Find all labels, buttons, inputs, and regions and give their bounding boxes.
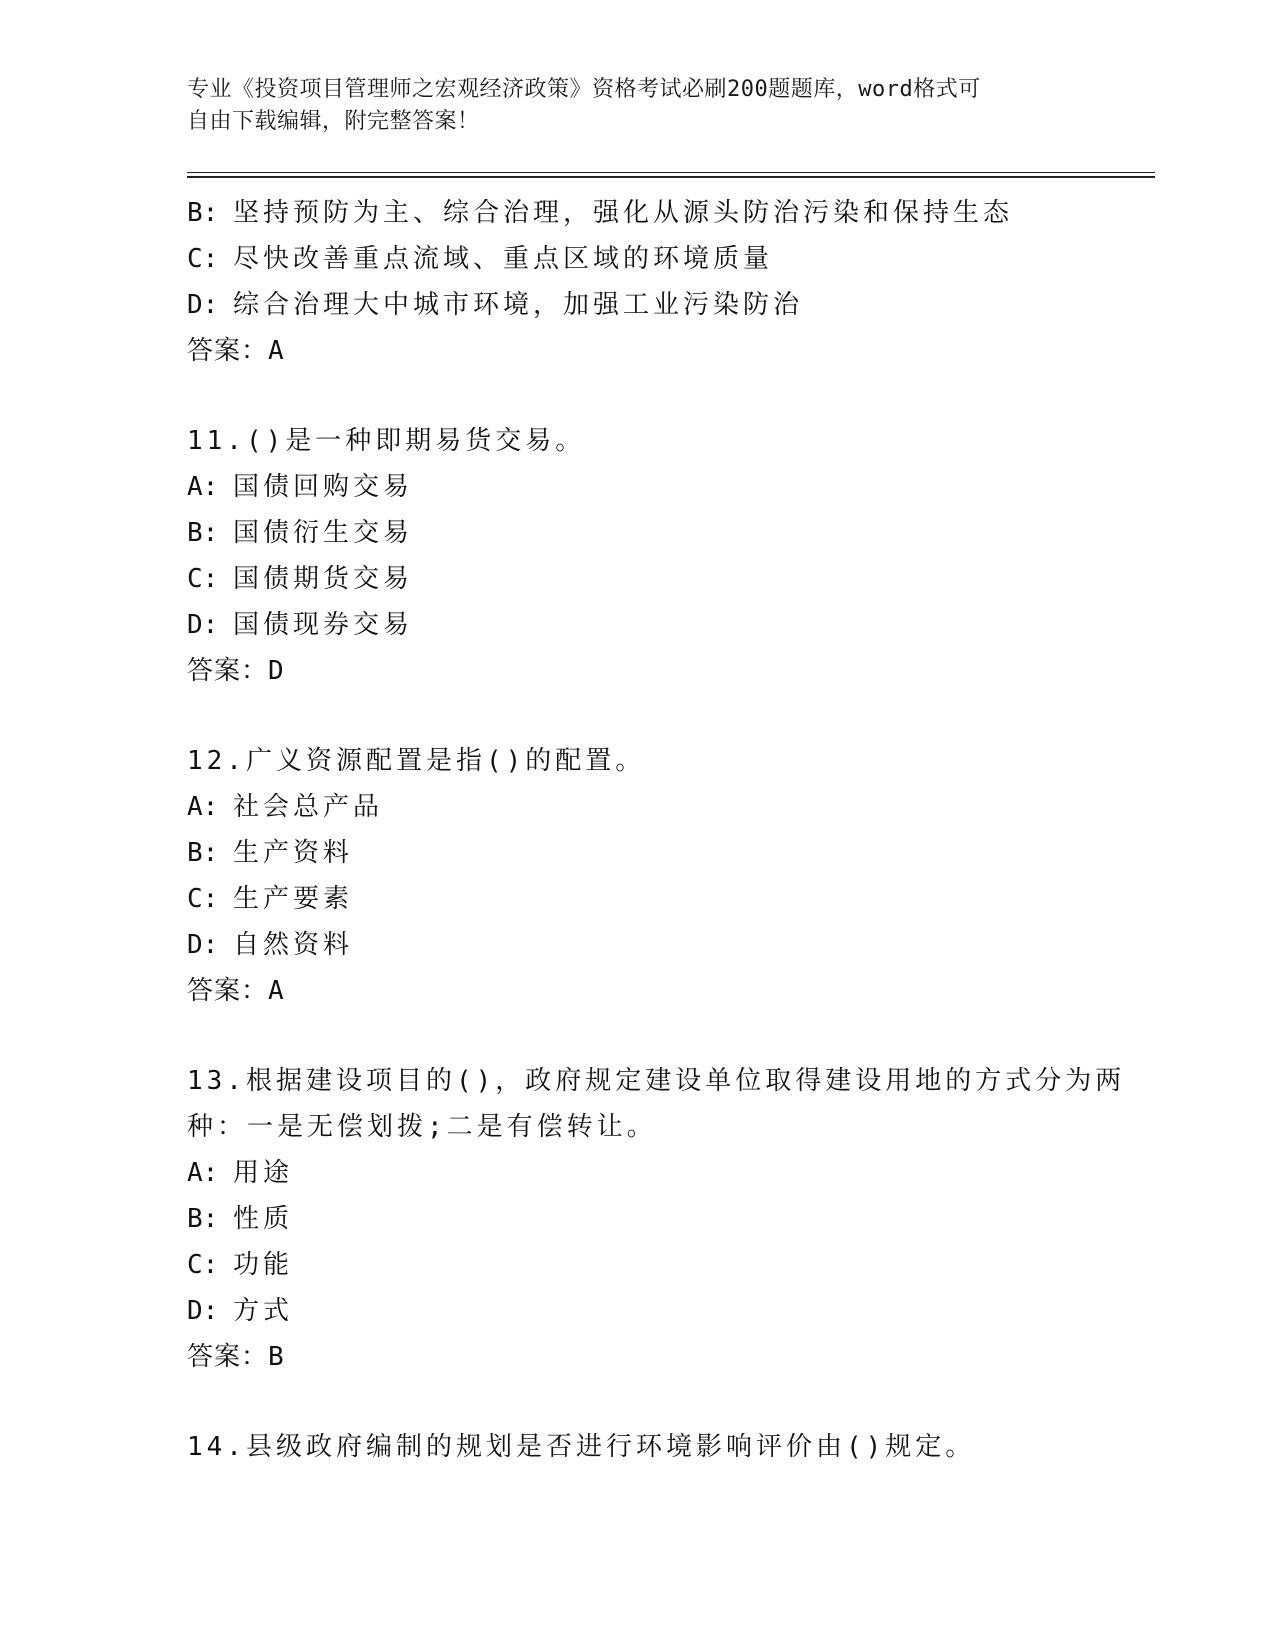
option-d xyxy=(187,922,1087,968)
option-text: 国债衍生交易 xyxy=(233,518,414,548)
answer-label: 答案： xyxy=(187,336,269,366)
answer-line xyxy=(187,328,1087,374)
option-c xyxy=(187,1242,1087,1288)
header-line-2: 自由下载编辑，附完整答案！ xyxy=(187,109,480,134)
option-key: C: xyxy=(187,564,219,594)
option-b xyxy=(187,830,1087,876)
option-text: 坚持预防为主、综合治理，强化从源头防治污染和保持生态 xyxy=(233,198,1014,228)
answer-value: D xyxy=(268,656,284,686)
question-stem-line-1: 13.根据建设项目的()，政府规定建设单位取得建设用地的方式分为两 xyxy=(187,1066,1126,1096)
option-key: D: xyxy=(187,1296,219,1326)
question-stem: 12.广义资源配置是指()的配置。 xyxy=(187,746,646,776)
option-key: D: xyxy=(187,610,219,640)
header-rule-thick xyxy=(187,176,1155,178)
option-text: 生产资料 xyxy=(233,838,354,868)
option-key: D: xyxy=(187,930,219,960)
answer-label: 答案： xyxy=(187,656,269,686)
option-key: C: xyxy=(187,884,219,914)
spacer xyxy=(187,694,1087,738)
option-text: 综合治理大中城市环境，加强工业污染防治 xyxy=(233,290,804,320)
option-b xyxy=(187,1196,1087,1242)
header-rule-thin xyxy=(187,172,1155,173)
answer-label: 答案： xyxy=(187,976,269,1006)
option-d xyxy=(187,282,1087,328)
option-a xyxy=(187,464,1087,510)
answer-label: 答案： xyxy=(187,1342,269,1372)
option-text: 生产要素 xyxy=(233,884,354,914)
option-d xyxy=(187,602,1087,648)
option-b xyxy=(187,190,1087,236)
document-header xyxy=(187,74,1067,138)
answer-line xyxy=(187,648,1087,694)
option-text: 国债现券交易 xyxy=(233,610,414,640)
option-text: 自然资料 xyxy=(233,930,354,960)
question-11 xyxy=(187,418,1087,694)
option-key: A: xyxy=(187,1158,219,1188)
answer-value: A xyxy=(268,976,284,1006)
question-10-partial xyxy=(187,190,1087,374)
option-text: 社会总产品 xyxy=(233,792,384,822)
option-b xyxy=(187,510,1087,556)
option-text: 方式 xyxy=(233,1296,294,1326)
question-list xyxy=(187,190,1126,1470)
question-stem: 11.()是一种即期易货交易。 xyxy=(187,426,586,456)
option-key: B: xyxy=(187,1204,219,1234)
question-stem-line-2: 种：一是无偿划拨;二是有偿转让。 xyxy=(187,1112,657,1142)
answer-value: A xyxy=(268,336,284,366)
option-key: B: xyxy=(187,838,219,868)
option-text: 功能 xyxy=(233,1250,294,1280)
answer-line xyxy=(187,1334,1087,1380)
option-key: A: xyxy=(187,472,219,502)
option-key: C: xyxy=(187,244,219,274)
option-c xyxy=(187,876,1087,922)
option-key: D: xyxy=(187,290,219,320)
option-c xyxy=(187,236,1087,282)
option-a xyxy=(187,1150,1087,1196)
option-c xyxy=(187,556,1087,602)
option-text: 国债回购交易 xyxy=(233,472,414,502)
option-key: C: xyxy=(187,1250,219,1280)
option-a xyxy=(187,784,1087,830)
question-stem: 14.县级政府编制的规划是否进行环境影响评价由()规定。 xyxy=(187,1432,976,1462)
option-text: 性质 xyxy=(233,1204,294,1234)
option-text: 用途 xyxy=(233,1158,294,1188)
answer-line xyxy=(187,968,1087,1014)
question-13 xyxy=(187,1058,1126,1380)
option-key: A: xyxy=(187,792,219,822)
option-text: 国债期货交易 xyxy=(233,564,414,594)
spacer xyxy=(187,1014,1087,1058)
answer-value: B xyxy=(268,1342,284,1372)
question-12 xyxy=(187,738,1087,1014)
header-line-1: 专业《投资项目管理师之宏观经济政策》资格考试必刷200题题库，word格式可 xyxy=(187,77,981,102)
option-key: B: xyxy=(187,518,219,548)
option-text: 尽快改善重点流域、重点区域的环境质量 xyxy=(233,244,774,274)
spacer xyxy=(187,1380,1087,1424)
option-key: B: xyxy=(187,198,219,228)
spacer xyxy=(187,374,1087,418)
question-14 xyxy=(187,1424,1087,1470)
option-d xyxy=(187,1288,1087,1334)
